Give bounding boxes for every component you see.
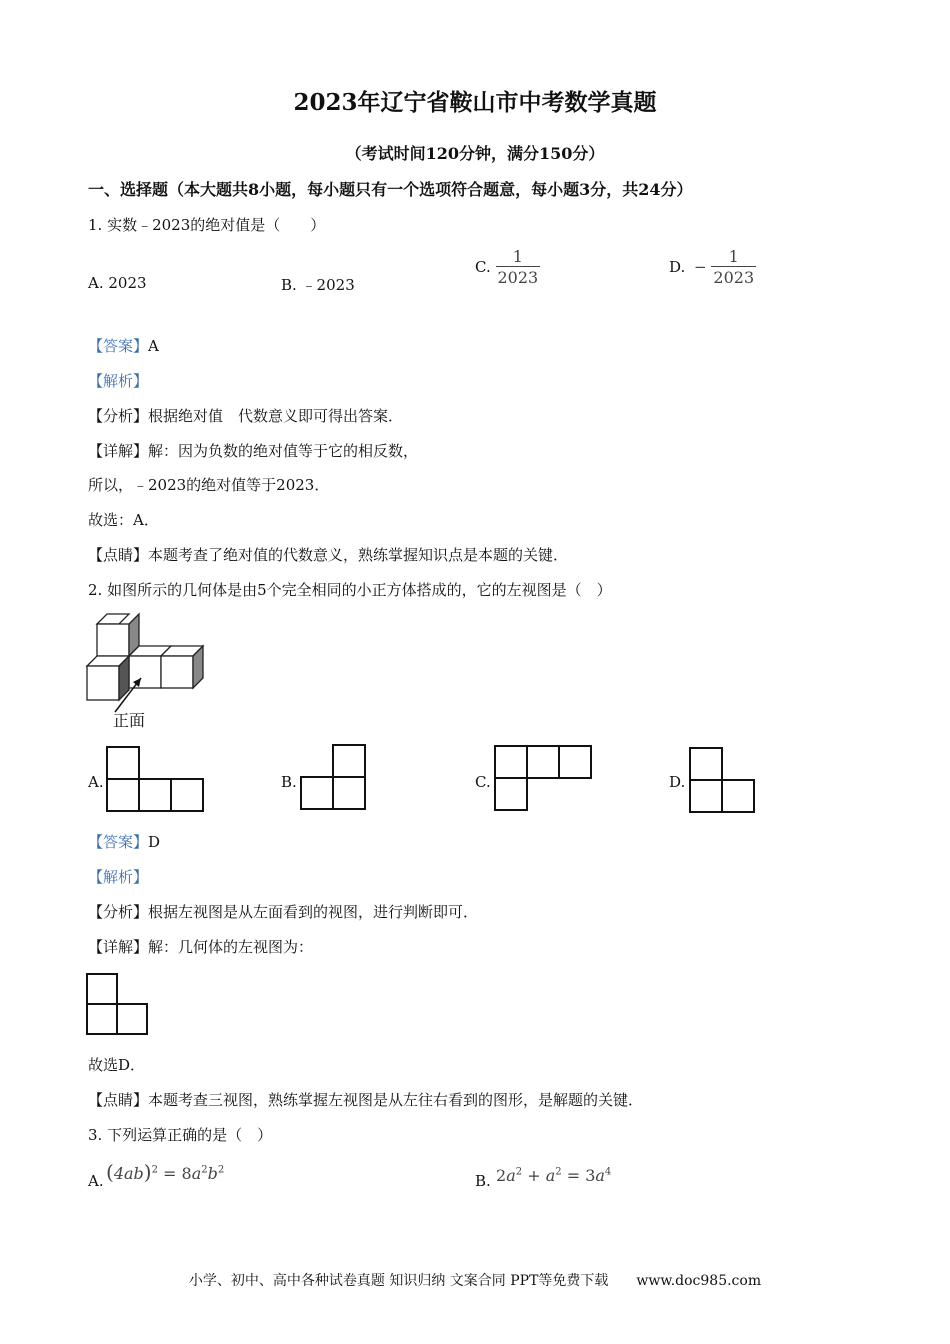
grid-square (333, 745, 365, 777)
xiangjie-tag: 【详解】 (88, 442, 149, 460)
q1-option-d-fraction (711, 248, 756, 286)
q2-option-c-label: C. (475, 773, 491, 791)
grid-square (117, 1004, 147, 1034)
q2-solution-figure (85, 972, 151, 1036)
q2-choose: 故选D． (88, 1056, 146, 1074)
answer-value: D (148, 833, 161, 851)
q2-option-c-figure (493, 744, 595, 814)
fenxi-text: 根据绝对值 代数意义即可得出答案． (148, 407, 404, 425)
q3-option-b-formula: $2a^2 + a^2 = 3a^4$ (496, 1166, 612, 1185)
q1-answer (88, 335, 159, 356)
q1-option-a: A. 2023 (88, 274, 147, 292)
q1-dianjing (88, 544, 568, 565)
q2-option-b-label: B. (281, 773, 297, 791)
q1-option-d (669, 248, 756, 286)
answer-tag: 【答案】 (88, 337, 149, 355)
cube-front-face (87, 666, 119, 700)
fenxi-tag: 【分析】 (88, 407, 149, 425)
dianjing-text: 本题考查三视图，熟练掌握左视图是从左往右看到的图形，是解题的关键． (148, 1091, 644, 1109)
q2-answer (88, 831, 160, 852)
cube-top-face (97, 614, 129, 624)
q1-stem: 1. 实数﹣2023的绝对值是（ ） (88, 216, 326, 234)
cube-front-face (161, 656, 193, 688)
grid-square (107, 779, 139, 811)
fenxi-tag: 【分析】 (88, 903, 149, 921)
minus-sign: − (694, 258, 707, 277)
q2-stem: 2. 如图所示的几何体是由5个完全相同的小正方体搭成的，它的左视图是（ ） (88, 581, 612, 599)
grid-square (527, 746, 559, 778)
fraction-denominator: 2023 (713, 267, 755, 287)
grid-square (139, 779, 171, 811)
grid-square (495, 778, 527, 810)
q2-xiangjie (88, 936, 313, 957)
grid-square (107, 747, 139, 779)
dianjing-tag: 【点睛】 (88, 546, 149, 564)
grid-square (495, 746, 527, 778)
q1-choose: 故选：A． (88, 511, 159, 529)
q2-cube-figure (85, 606, 215, 731)
q3-option-a-formula: $(4ab)^2 = 8a^2b^2$ (106, 1160, 225, 1184)
q1-fenxi (88, 405, 403, 426)
q1-option-b: B. ﹣2023 (281, 276, 355, 294)
front-label: 正面 (113, 711, 146, 730)
xiangjie-text: 解：几何体的左视图为： (148, 938, 314, 956)
q1-xiangjie (88, 440, 418, 461)
page-footer: 小学、初中、高中各种试卷真题 知识归纳 文案合同 PPT等免费下载 www.doc985.com (188, 1273, 762, 1289)
grid-square (87, 1004, 117, 1034)
dianjing-tag: 【点睛】 (88, 1091, 149, 1109)
grid-square (722, 780, 754, 812)
q1-option-c (475, 248, 540, 286)
q1-option-d-label: D. (669, 258, 686, 277)
cube-front-face (129, 656, 161, 688)
q1-solution-line: 所以，﹣2023的绝对值等于2023． (88, 476, 330, 494)
q3-option-a-label: A. (88, 1172, 104, 1190)
dianjing-text: 本题考查了绝对值的代数意义，熟练掌握知识点是本题的关键． (148, 546, 569, 564)
q1-option-c-fraction (496, 248, 541, 286)
section-heading: 一、选择题（本大题共8小题，每小题只有一个选项符合题意，每小题3分，共24分） (88, 180, 693, 199)
q2-option-b-figure (299, 743, 369, 813)
q2-option-a-figure (105, 745, 207, 813)
q2-option-a-label: A. (88, 773, 104, 791)
fraction-numerator: 1 (728, 247, 739, 266)
grid-square (559, 746, 591, 778)
grid-square (690, 780, 722, 812)
q1-option-c-label: C. (475, 258, 491, 277)
grid-square (333, 777, 365, 809)
xiangjie-text: 解：因为负数的绝对值等于它的相反数， (148, 442, 419, 460)
answer-value: A (148, 337, 159, 355)
exam-subtitle: （考试时间120分钟，满分150分） (345, 144, 605, 163)
fraction-denominator: 2023 (497, 267, 539, 287)
page-title: 2023年辽宁省鞍山市中考数学真题 (293, 89, 657, 116)
grid-square (301, 777, 333, 809)
q2-option-d-figure (688, 746, 756, 814)
fenxi-text: 根据左视图是从左面看到的视图，进行判断即可． (148, 903, 479, 921)
xiangjie-tag: 【详解】 (88, 938, 149, 956)
q2-fenxi (88, 901, 478, 922)
q2-analysis-tag: 【解析】 (88, 868, 149, 886)
q2-dianjing (88, 1089, 643, 1110)
q3-option-b-label: B. (475, 1172, 491, 1190)
grid-square (690, 748, 722, 780)
answer-tag: 【答案】 (88, 833, 149, 851)
grid-square (87, 974, 117, 1004)
q2-option-d-label: D. (669, 773, 686, 791)
q1-analysis-tag: 【解析】 (88, 372, 149, 390)
fraction-numerator: 1 (512, 247, 523, 266)
grid-square (171, 779, 203, 811)
cube-front-face (97, 624, 129, 656)
q3-stem: 3. 下列运算正确的是（ ） (88, 1126, 273, 1144)
